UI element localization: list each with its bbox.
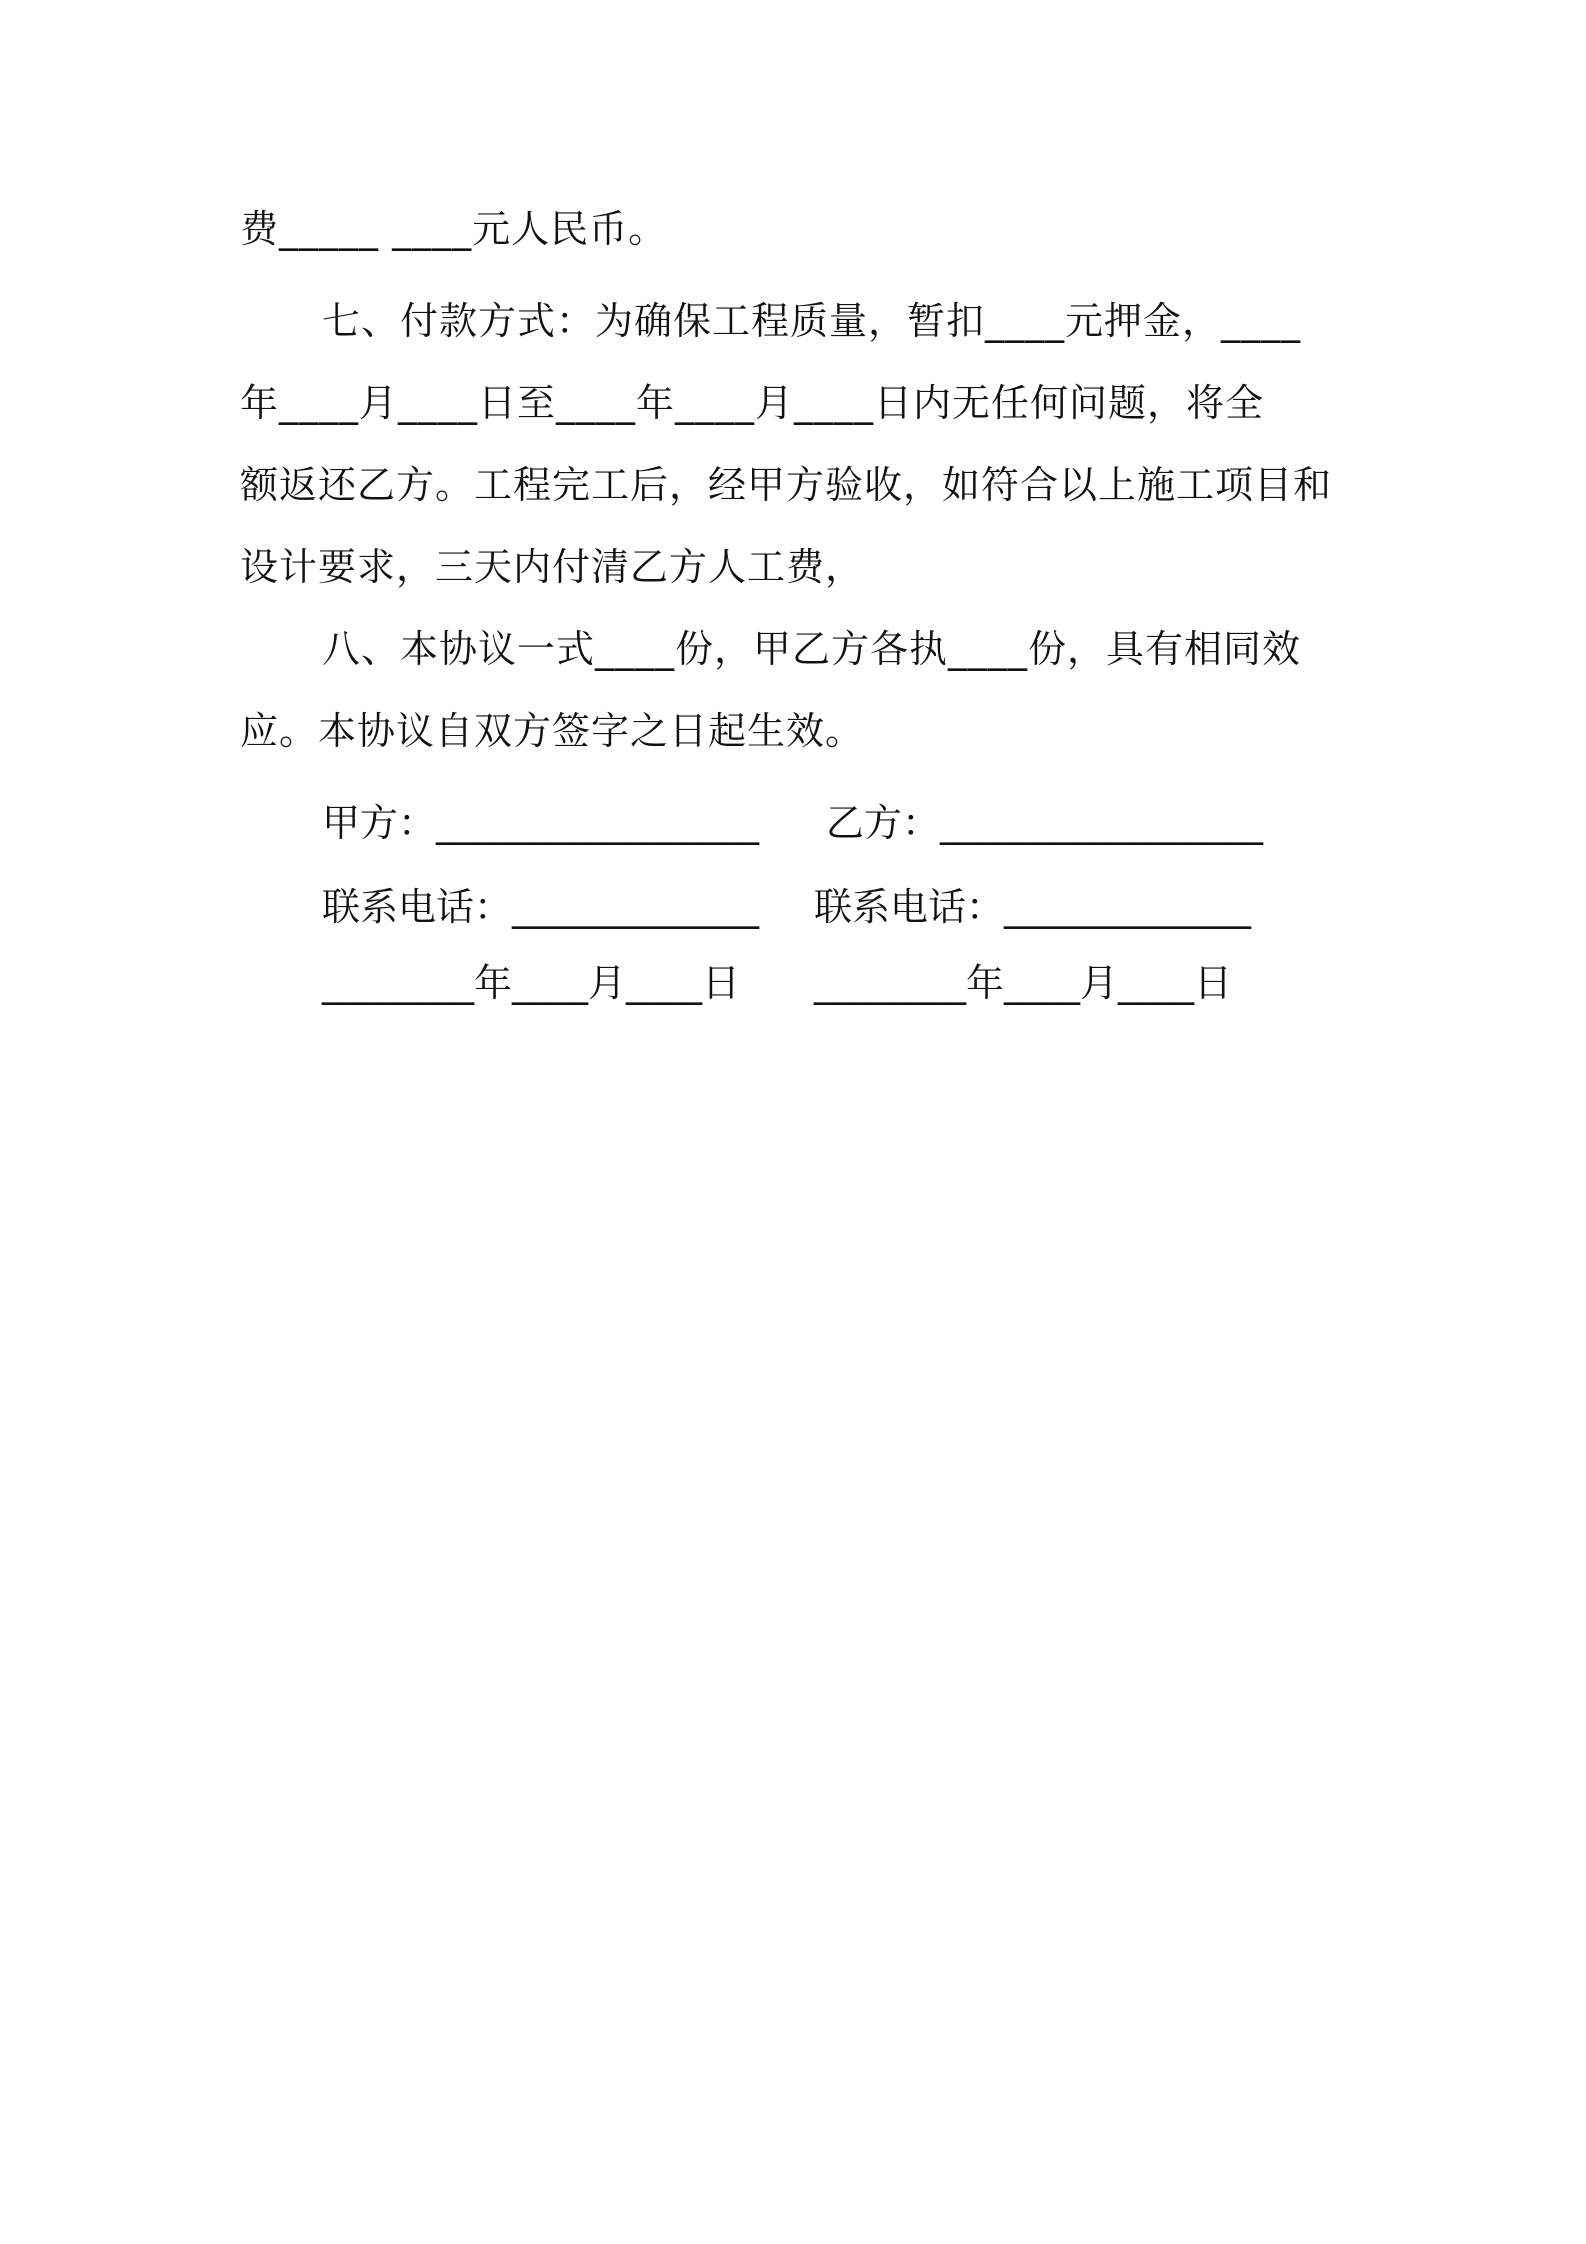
party-a-date-field: ________年____月____日 [322,961,741,1005]
party-b-date-field: ________年____月____日 [814,961,1233,1005]
party-b-field: 乙方：_________________ [826,801,1264,845]
party-a-phone-field: 联系电话：_____________ [322,885,760,929]
signature-row-phones [322,880,1362,934]
party-a-field: 甲方：_________________ [322,801,760,845]
party-b-phone-field: 联系电话：_____________ [814,885,1252,929]
text-line-effective: 应。本协议自双方签字之日起生效。 [240,709,865,753]
signature-row-parties [322,796,1362,850]
text-line-payment-dates: 年____月____日至____年____月____日内无任何问题，将全 [240,381,1265,425]
text-line-acceptance: 额返还乙方。工程完工后，经甲方验收，如符合以上施工项目和 [240,463,1333,507]
signature-row-dates [322,956,1362,1010]
text-line-settlement: 设计要求，三天内付清乙方人工费， [240,545,865,589]
text-line-payment-clause: 七、付款方式：为确保工程质量，暂扣____元押金，____ [322,299,1302,343]
text-line-fee: 费_____ ____元人民币。 [240,207,668,251]
text-line-copies-clause: 八、本协议一式____份，甲乙方各执____份，具有相同效 [322,627,1302,671]
